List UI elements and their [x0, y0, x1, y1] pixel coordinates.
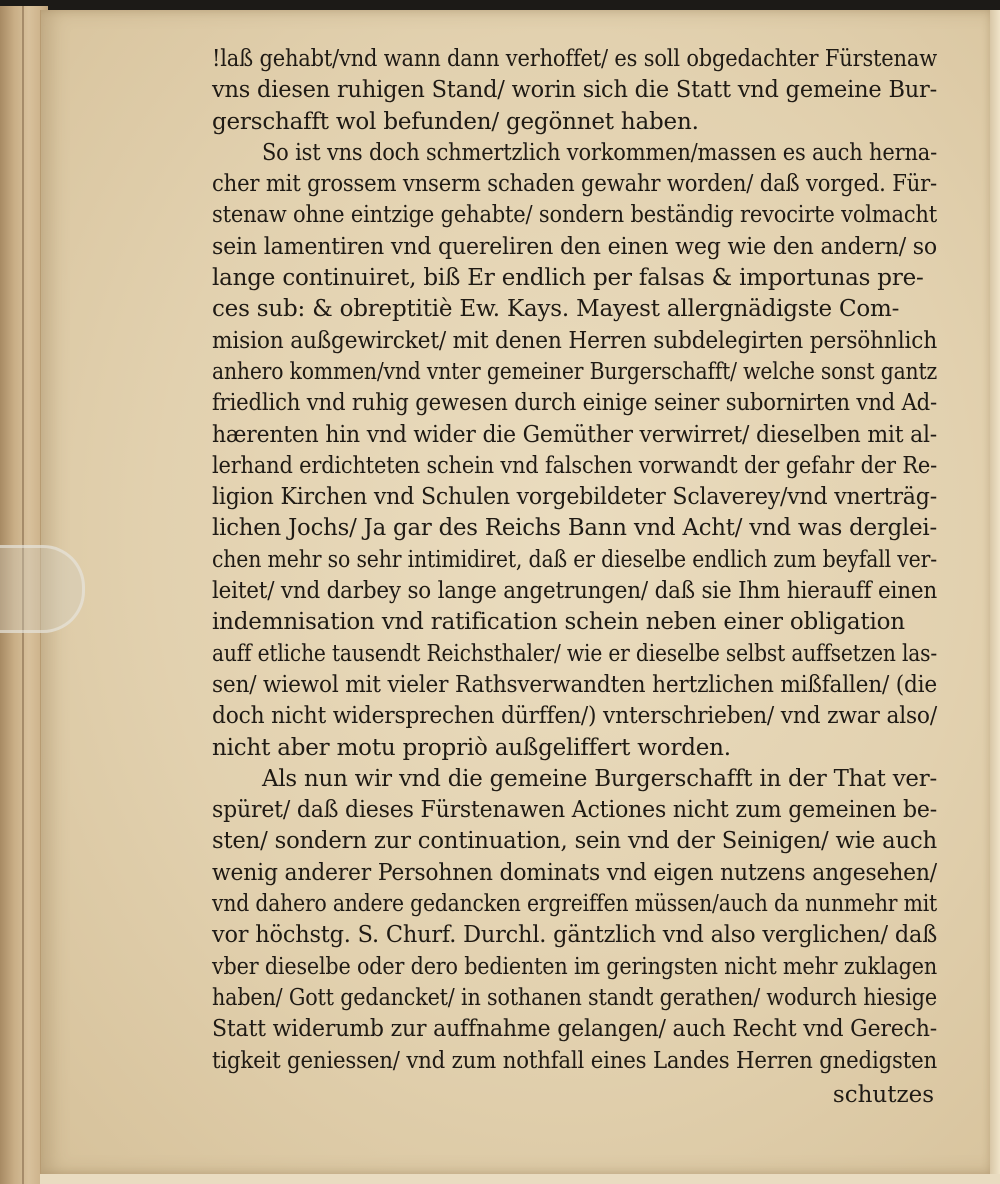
- body-text: [212, 44, 937, 1077]
- text-line: gerschafft wol befunden/ gegönnet haben.: [212, 108, 699, 135]
- text-line: ces sub: & obreptitiè Ew. Kays. Mayest allergnädigste Com-: [212, 296, 900, 323]
- text-line: nicht aber motu propriò außgeliffert worden.: [212, 734, 731, 761]
- text-line: wenig anderer Persohnen dominats vnd eigen nutzens angesehen/: [212, 859, 937, 886]
- page-clip: [0, 545, 85, 633]
- text-line: !laß gehabt/vnd wann dann verhoffet/ es soll obgedachter Fürstenaw: [212, 46, 937, 72]
- text-line: Statt widerumb zur auffnahme gelangen/ auch Recht vnd Gerech-: [212, 1016, 937, 1043]
- text-line: chen mehr so sehr intimidiret, daß er dieselbe endlich zum beyfall ver-: [212, 546, 937, 573]
- text-line: vber dieselbe oder dero bedienten im geringsten nicht mehr zuklagen: [212, 953, 937, 980]
- text-line: haben/ Gott gedancket/ in sothanen standt gerathen/ wodurch hiesige: [212, 984, 937, 1011]
- page-right-edge: [990, 10, 1000, 1174]
- text-line: sen/ wiewol mit vieler Rathsverwandten hertzlichen mißfallen/ (die: [212, 671, 938, 698]
- text-line: hærenten hin vnd wider die Gemüther verwirret/ dieselben mit al-: [212, 421, 937, 448]
- text-line: mision außgewircket/ mit denen Herren subdelegirten persöhnlich: [212, 327, 937, 354]
- text-line: leitet/ vnd darbey so lange angetrungen/ daß sie Ihm hierauff einen: [212, 578, 937, 605]
- text-line: spüret/ daß dieses Fürstenawen Actiones nicht zum gemeinen be-: [212, 797, 938, 824]
- text-line: friedlich vnd ruhig gewesen durch einige seiner subornirten vnd Ad-: [212, 390, 938, 417]
- text-line: vns diesen ruhigen Stand/ worin sich die Statt vnd gemeine Bur-: [212, 77, 938, 104]
- catchword: schutzes: [832, 1082, 934, 1108]
- text-line: lerhand erdichteten schein vnd falschen vorwandt der gefahr der Re-: [212, 452, 938, 479]
- text-line: anhero kommen/vnd vnter gemeiner Burgerschafft/ welche sonst gantz: [212, 358, 938, 385]
- text-line: ligion Kirchen vnd Schulen vorgebildeter Sclaverey/vnd vnerträg-: [212, 484, 937, 511]
- text-line: sein lamentiren vnd quereliren den einen weg wie den andern/ so: [212, 233, 938, 260]
- page-bottom-edge: [40, 1174, 1000, 1184]
- paragraph-start-line: So ist vns doch schmertzlich vorkommen/massen es auch herna-: [262, 139, 937, 166]
- text-line: lichen Jochs/ Ja gar des Reichs Bann vnd Acht/ vnd was derglei-: [212, 515, 937, 542]
- text-line: vor höchstg. S. Churf. Durchl. gäntzlich vnd also verglichen/ daß: [212, 922, 937, 949]
- text-line: stenaw ohne eintzige gehabte/ sondern beständig revocirte volmacht: [212, 202, 938, 229]
- text-line: vnd dahero andere gedancken ergreiffen müssen/auch da nunmehr mit: [212, 891, 938, 918]
- text-line: lange continuiret, biß Er endlich per falsas & importunas pre-: [212, 265, 924, 292]
- text-line: auff etliche tausendt Reichsthaler/ wie er dieselbe selbst auffsetzen las-: [212, 640, 938, 667]
- text-line: doch nicht widersprechen dürffen/) vnterschrieben/ vnd zwar also/: [212, 703, 937, 730]
- text-line: cher mit grossem vnserm schaden gewahr worden/ daß vorged. Für-: [212, 171, 937, 198]
- paragraph-start-line: Als nun wir vnd die gemeine Burgerschafft in der That ver-: [262, 765, 938, 792]
- text-line: tigkeit geniessen/ vnd zum nothfall eines Landes Herren gnedigsten: [212, 1047, 938, 1074]
- text-line: indemnisation vnd ratification schein neben einer obligation: [212, 609, 905, 636]
- text-line: sten/ sondern zur continuation, sein vnd der Seinigen/ wie auch: [212, 828, 937, 855]
